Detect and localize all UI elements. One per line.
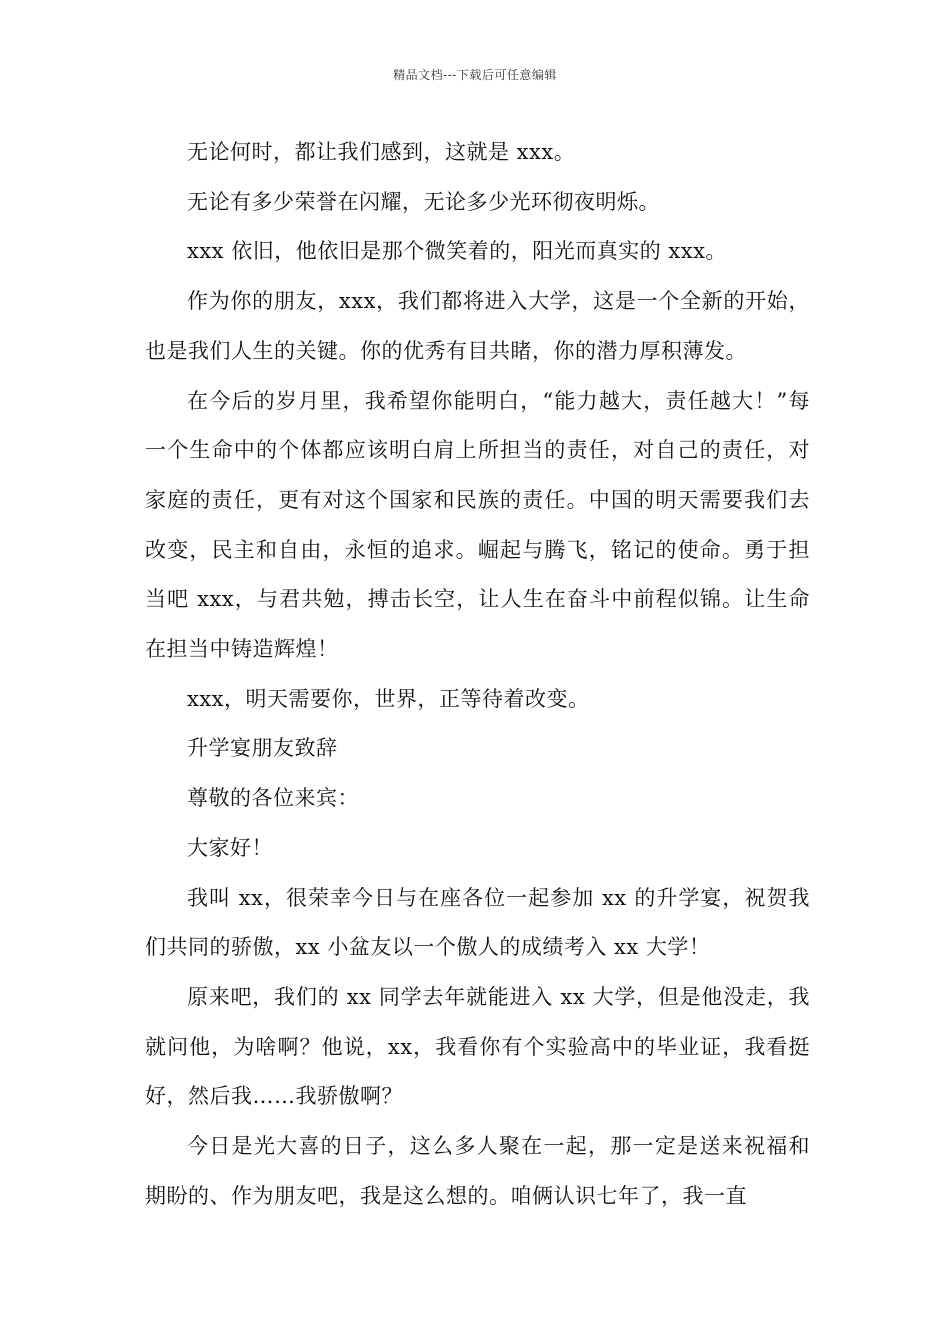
greeting: 大家好！	[187, 835, 273, 860]
section-title: 升学宴朋友致辞	[187, 736, 338, 761]
salutation: 尊敬的各位来宾：	[187, 786, 359, 811]
document-body	[145, 128, 810, 1221]
paragraph: 今日是光大喜的日子，这么多人聚在一起，那一定是送来祝福和期盼的、作为朋友吧，我是这么想的。咱俩认识七年了，我一直	[145, 1134, 810, 1208]
paragraph: 无论何时，都让我们感到，这就是 xxx。	[187, 140, 576, 164]
paragraph: 我叫 xx，很荣幸今日与在座各位一起参加 xx 的升学宴，祝贺我们共同的骄傲，xx 小盆友以一个傲人的成绩考入 xx 大学！	[145, 885, 810, 960]
paragraph: 在今后的岁月里，我希望你能明白，“能力越大，责任越大！”每一个生命中的个体都应该明白肩上所担当的责任，对自己的责任，对家庭的责任，更有对这个国家和民族的责任。中国的明天需要我们去改变，民主和自由，永恒的追求。崛起与腾飞，铭记的使命。勇于担当吧 xxx，与君共勉，搏击长空，让人生在奋斗中前程似锦。让生命在担当中铸造辉煌！	[145, 388, 810, 662]
paragraph: 无论有多少荣誉在闪耀，无论多少光环彻夜明烁。	[187, 189, 660, 214]
paragraph: 作为你的朋友，xxx，我们都将进入大学，这是一个全新的开始，也是我们人生的关键。你的优秀有目共睹，你的潜力厚积薄发。	[145, 289, 810, 363]
page-header: 精品文档---下载后可任意编辑	[393, 68, 557, 82]
paragraph: 原来吧，我们的 xx 同学去年就能进入 xx 大学，但是他没走，我就问他，为啥啊？他说，xx，我看你有个实验高中的毕业证，我看挺好，然后我……我骄傲啊？	[145, 984, 810, 1109]
paragraph: xxx 依旧，他依旧是那个微笑着的，阳光而真实的 xxx。	[187, 239, 727, 264]
paragraph: xxx，明天需要你，世界，正等待着改变。	[187, 686, 590, 711]
